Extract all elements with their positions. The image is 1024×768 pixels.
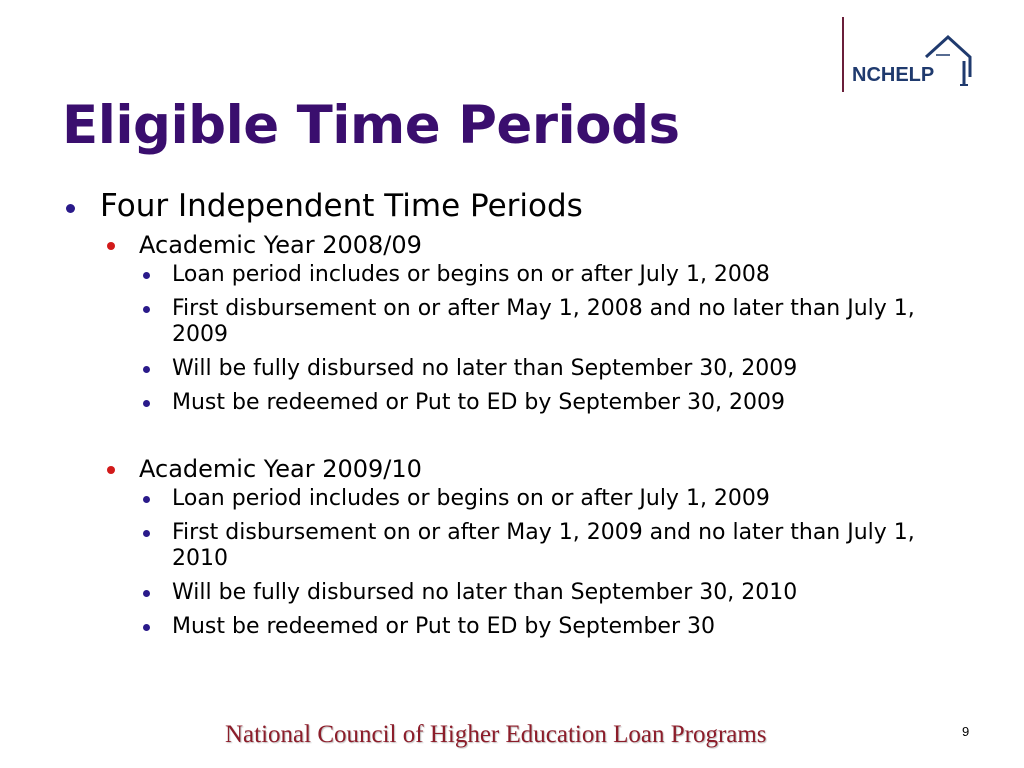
list-item xyxy=(172,520,952,572)
bullet-dot-icon xyxy=(143,590,150,597)
list-item-text: Will be fully disbursed no later than September 30, 2010 xyxy=(172,580,798,605)
list-item xyxy=(172,486,952,512)
footer-organization: National Council of Higher Education Loan Programs xyxy=(225,721,767,748)
bullet-dot-icon xyxy=(143,496,150,503)
list-item xyxy=(172,614,952,640)
slide-title: Eligible Time Periods xyxy=(62,95,680,156)
section-heading xyxy=(139,452,1024,486)
house-roof-icon xyxy=(844,17,982,92)
list-item xyxy=(172,390,952,416)
list-item xyxy=(172,580,952,606)
bullet-dot-icon xyxy=(107,466,115,474)
list-item-text: First disbursement on or after May 1, 2009 and no later than July 1, 2010 xyxy=(172,520,915,571)
nchelp-logo xyxy=(842,17,982,92)
list-item-text: Must be redeemed or Put to ED by September 30 xyxy=(172,614,715,639)
bullet-dot-icon xyxy=(107,242,115,250)
list-item-text: Will be fully disbursed no later than September 30, 2009 xyxy=(172,356,798,381)
section-heading-text: Academic Year 2009/10 xyxy=(139,455,422,483)
section-heading xyxy=(139,228,1024,262)
main-bullet xyxy=(100,184,1024,228)
slide-content xyxy=(0,184,1024,640)
page-number: 9 xyxy=(962,724,970,739)
list-item xyxy=(172,296,952,348)
main-bullet-text: Four Independent Time Periods xyxy=(100,188,583,224)
bullet-dot-icon xyxy=(143,306,150,313)
list-item xyxy=(172,356,952,382)
bullet-dot-icon xyxy=(143,272,150,279)
bullet-dot-icon xyxy=(143,530,150,537)
list-item-text: Loan period includes or begins on or after July 1, 2008 xyxy=(172,262,770,287)
bullet-dot-icon xyxy=(143,400,150,407)
list-item xyxy=(172,262,952,288)
list-item-text: Must be redeemed or Put to ED by September 30, 2009 xyxy=(172,390,785,415)
list-item-text: Loan period includes or begins on or after July 1, 2009 xyxy=(172,486,770,511)
section-heading-text: Academic Year 2008/09 xyxy=(139,231,422,259)
bullet-dot-icon xyxy=(66,204,75,213)
bullet-dot-icon xyxy=(143,624,150,631)
logo-text: NCHELP xyxy=(852,64,935,86)
bullet-dot-icon xyxy=(143,366,150,373)
list-item-text: First disbursement on or after May 1, 2008 and no later than July 1, 2009 xyxy=(172,296,915,347)
